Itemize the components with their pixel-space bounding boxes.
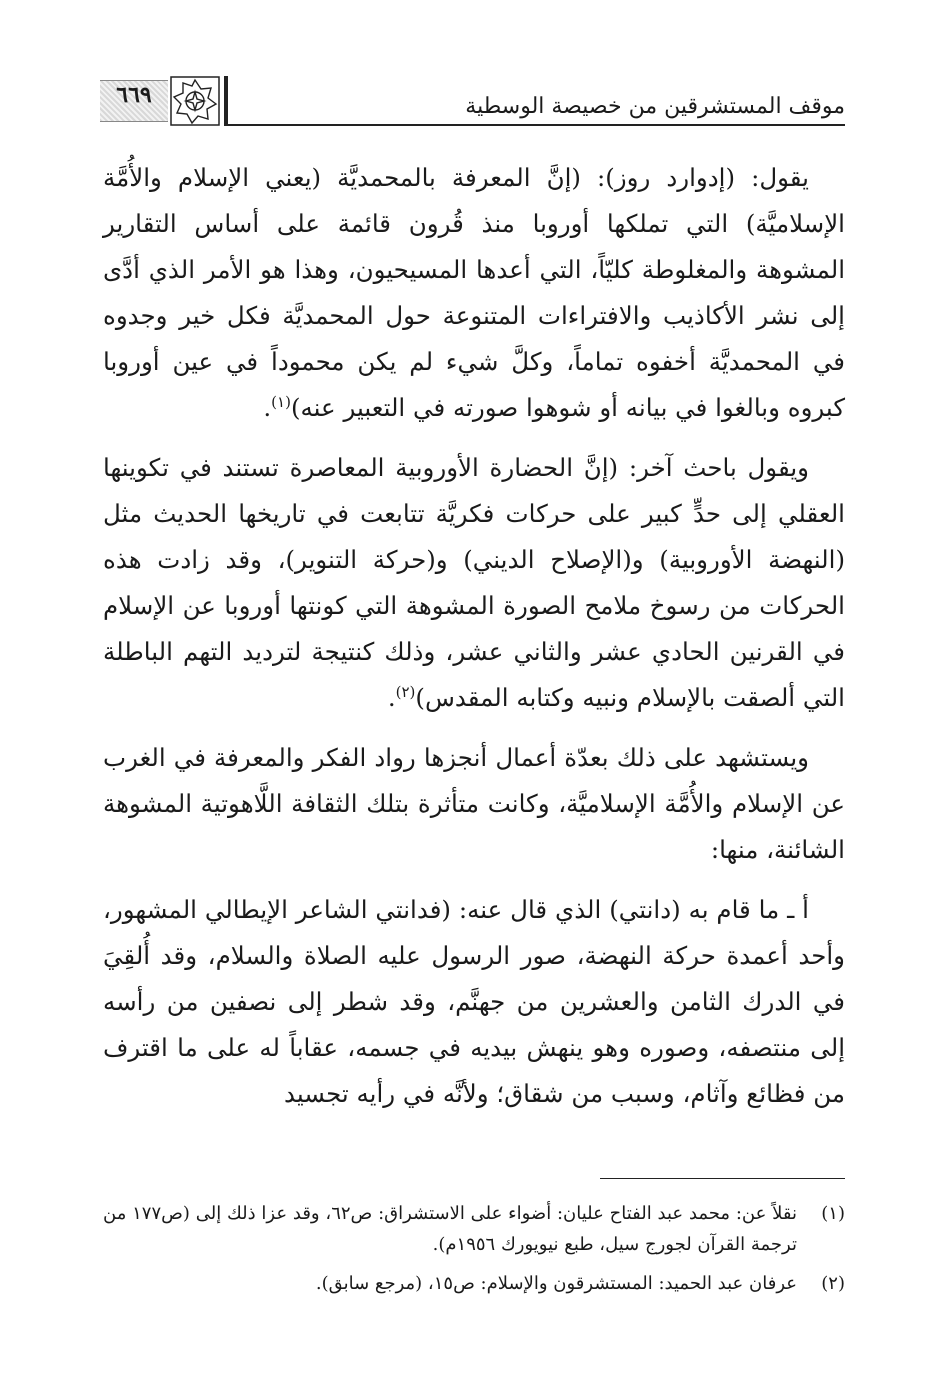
footnotes [103, 1198, 845, 1307]
header-divider [224, 76, 228, 126]
footnote [103, 1198, 845, 1260]
ornament-icon [170, 76, 220, 126]
paragraph [103, 887, 845, 1117]
paragraph [103, 155, 845, 431]
paragraph-text: ويستشهد على ذلك بعدّة أعمال أنجزها رواد الفكر والمعرفة في الغرب عن الإسلام والأُمَّة الإسلاميَّة، وكانت متأثرة بتلك الثقافة اللَّاهوتية المشوهة الشائنة، منها: [103, 743, 845, 864]
footnote-reference: (١) [271, 392, 291, 411]
page-number: ٦٦٩ [116, 82, 152, 108]
footnote-text: نقلاً عن: محمد عبد الفتاح عليان: أضواء على الاستشراق: ص٦٢، وقد عزا ذلك إلى (ص١٧٧ من ترجمة القرآن لجورج سيل، طبع نيويورك ١٩٥٦م). [103, 1203, 797, 1255]
header-rule [228, 124, 845, 126]
footnote-number: (٢) [821, 1273, 845, 1294]
paragraph [103, 445, 845, 721]
paragraph-end: . [263, 393, 272, 422]
running-title: موقف المستشرقين من خصيصة الوسطية [465, 94, 845, 119]
footnote-separator [103, 1178, 845, 1179]
body-text [103, 155, 845, 1131]
footnote-text: عرفان عبد الحميد: المستشرقون والإسلام: ص١٥، (مرجع سابق). [315, 1273, 797, 1294]
footnote [103, 1268, 845, 1299]
paragraph [103, 735, 845, 873]
footnote-reference: (٢) [395, 682, 416, 701]
paragraph-text: أ ـ ما قام به (دانتي) الذي قال عنه: (فدانتي الشاعر الإيطالي المشهور، وأحد أعمدة حركة النهضة، صور الرسول عليه الصلاة والسلام، وقد أُلقِيَ في الدرك الثامن والعشرين من جهنَّم، وقد شطر إلى نصفين من رأسه إلى منتصفه، وصوره وهو ينهش بيديه في جسمه، عقاباً له على ما اقترف من فظائع وآثام، وسبب من شقاق؛ ولأنَّه في رأيه تجسيد [103, 895, 845, 1108]
page-header [100, 76, 845, 126]
paragraph-text: ويقول باحث آخر: (إنَّ الحضارة الأوروبية المعاصرة تستند في تكوينها العقلي إلى حدٍّ كبير على حركات فكريَّة تتابعت في تاريخها الحديث مثل (النهضة الأوروبية) و(الإصلاح الديني) و(حركة التنوير)، وقد زادت هذه الحركات من رسوخ ملامح الصورة المشوهة التي كونتها أوروبا عن الإسلام في القرنين الحادي عشر والثاني عشر، وذلك كنتيجة لترديد التهم الباطلة التي ألصقت بالإسلام ونبيه وكتابه المقدس) [103, 453, 845, 712]
paragraph-end: . [387, 683, 396, 712]
paragraph-text: يقول: (إدوارد روز): (إنَّ المعرفة بالمحمديَّة (يعني الإسلام والأُمَّة الإسلاميَّة) التي تملكها أوروبا منذ قُرون قائمة على أساس التقارير المشوهة والمغلوطة كليّاً، التي أعدها المسيحيون، وهذا هو الأمر الذي أدَّى إلى نشر الأكاذيب والافتراءات المتنوعة حول المحمديَّة فكل خير وجدوه في المحمديَّة أخفوه تماماً، وكلَّ شيء لم يكن محموداً في عين أوروبا كبروه وبالغوا في بيانه أو شوهوا صورته في التعبير عنه) [103, 163, 845, 422]
footnote-number: (١) [821, 1203, 845, 1224]
